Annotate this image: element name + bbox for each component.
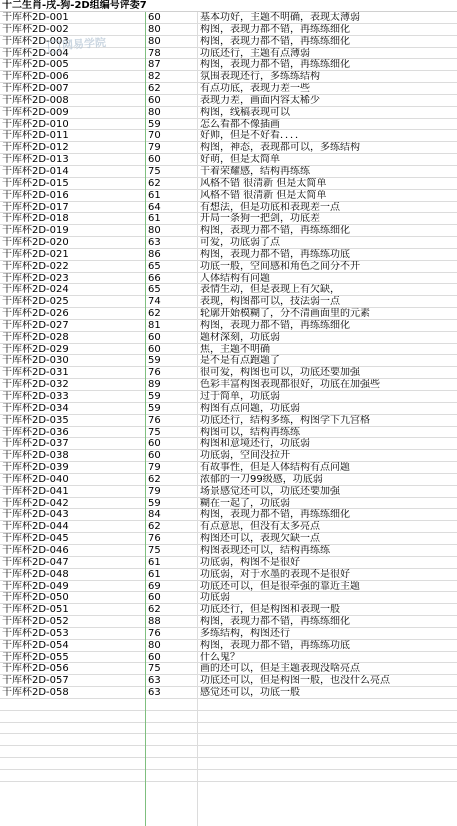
comment-cell[interactable]: 构图，表现力都不错，再练练细化 xyxy=(200,35,350,47)
table-row[interactable] xyxy=(0,415,457,427)
score-cell[interactable]: 65 xyxy=(148,284,161,296)
comment-cell[interactable]: 构图，表现力都不错，再练练细化 xyxy=(200,59,350,71)
score-cell[interactable]: 60 xyxy=(148,331,161,343)
score-cell[interactable]: 88 xyxy=(148,616,161,627)
entry-id-cell[interactable]: 干库杯2D-002 xyxy=(2,23,69,35)
table-row[interactable] xyxy=(0,95,457,107)
entry-id-cell[interactable]: 干库杯2D-053 xyxy=(2,627,69,639)
score-cell[interactable]: 63 xyxy=(148,687,161,698)
comment-cell[interactable]: 表现力差，画面内容太稀少 xyxy=(200,94,320,106)
table-row[interactable] xyxy=(0,687,457,699)
entry-id-cell[interactable] xyxy=(2,758,142,769)
entry-id-cell[interactable]: 干库杯2D-051 xyxy=(2,604,69,616)
comment-cell[interactable]: 人体结构有问题 xyxy=(200,272,270,284)
table-row[interactable] xyxy=(0,462,457,474)
score-cell[interactable]: 59 xyxy=(148,118,161,130)
entry-id-cell[interactable]: 干库杯2D-034 xyxy=(2,402,69,414)
table-row[interactable] xyxy=(0,119,457,131)
comment-cell[interactable] xyxy=(200,699,457,710)
score-cell[interactable] xyxy=(148,734,196,745)
comment-cell[interactable]: 构图，表现力都不错，再练练功底 xyxy=(200,639,350,651)
table-row[interactable] xyxy=(0,581,457,593)
entry-id-cell[interactable] xyxy=(2,699,142,710)
comment-cell[interactable]: 感觉还可以，功底一般 xyxy=(200,687,300,698)
comment-cell[interactable]: 表现，构图都可以，技法弱一点 xyxy=(200,296,340,308)
comment-cell[interactable]: 风格不错 很清新 但是太简单 xyxy=(200,189,327,201)
table-row[interactable] xyxy=(0,699,457,711)
table-row[interactable] xyxy=(0,533,457,545)
score-cell[interactable]: 59 xyxy=(148,497,161,509)
entry-id-cell[interactable]: 干库杯2D-001 xyxy=(2,12,69,23)
watermark-text: 网易学院 xyxy=(61,35,107,53)
sheet-title: 十二生肖-戌-狗-2D组编号评委7 xyxy=(0,0,457,12)
entry-id-cell[interactable]: 干库杯2D-022 xyxy=(2,260,69,272)
comment-cell[interactable]: 构图有点问题，功底弱 xyxy=(200,402,300,414)
score-cell[interactable] xyxy=(148,711,196,722)
comment-cell[interactable]: 构图和意境还行，功底弱 xyxy=(200,438,310,450)
table-row[interactable] xyxy=(0,142,457,154)
entry-id-cell[interactable]: 干库杯2D-057 xyxy=(2,675,69,687)
entry-id-cell[interactable] xyxy=(2,770,142,781)
table-row[interactable] xyxy=(0,521,457,533)
comment-cell[interactable]: 有想法，但是功底和表现差一点 xyxy=(200,201,340,213)
comment-cell[interactable]: 色彩丰富构图表现都很好，功底在加强些 xyxy=(200,379,380,390)
entry-id-cell[interactable]: 干库杯2D-045 xyxy=(2,533,69,544)
table-row[interactable] xyxy=(0,320,457,332)
table-row[interactable] xyxy=(0,83,457,95)
comment-cell[interactable]: 怎么看都不像插画 xyxy=(200,118,280,130)
entry-id-cell[interactable]: 干库杯2D-026 xyxy=(2,308,69,319)
entry-id-cell[interactable]: 干库杯2D-010 xyxy=(2,118,69,130)
comment-cell[interactable] xyxy=(200,723,457,734)
table-row[interactable] xyxy=(0,569,457,581)
score-cell[interactable]: 61 xyxy=(148,189,161,201)
comment-cell[interactable]: 场景感觉还可以，功底还要加强 xyxy=(200,485,340,497)
comment-cell[interactable]: 功底弱，构图不是很好 xyxy=(200,556,300,568)
table-row[interactable] xyxy=(0,154,457,166)
entry-id-cell[interactable]: 干库杯2D-004 xyxy=(2,47,69,59)
score-cell[interactable]: 89 xyxy=(148,379,161,390)
comment-cell[interactable]: 构图还可以，表现欠缺一点 xyxy=(200,533,320,544)
score-cell[interactable]: 75 xyxy=(148,544,161,556)
comment-cell[interactable]: 轮廓开始模糊了，分不清画面里的元素 xyxy=(200,308,370,319)
score-cell[interactable]: 80 xyxy=(148,23,161,35)
score-cell[interactable]: 59 xyxy=(148,402,161,414)
entry-id-cell[interactable]: 干库杯2D-030 xyxy=(2,355,69,367)
score-cell[interactable]: 82 xyxy=(148,71,161,83)
comment-cell[interactable]: 构图，表现力都不错，再练练功底 xyxy=(200,248,350,260)
entry-id-cell[interactable]: 干库杯2D-003 xyxy=(2,35,69,47)
comment-cell[interactable]: 基本功好，主题不明确，表现太薄弱 xyxy=(200,12,360,23)
table-row[interactable] xyxy=(0,225,457,237)
score-cell[interactable]: 66 xyxy=(148,272,161,284)
score-cell[interactable]: 79 xyxy=(148,142,161,154)
table-row[interactable] xyxy=(0,592,457,604)
table-row[interactable] xyxy=(0,770,457,782)
table-row[interactable] xyxy=(0,557,457,569)
table-row[interactable] xyxy=(0,509,457,521)
score-cell[interactable]: 76 xyxy=(148,367,161,379)
table-row[interactable] xyxy=(0,296,457,308)
table-row[interactable] xyxy=(0,71,457,83)
comment-cell[interactable]: 功底还可以，但是很牵强的靠近主题 xyxy=(200,580,360,592)
comment-cell[interactable]: 可爱，功底弱了点 xyxy=(200,237,280,248)
score-cell[interactable]: 61 xyxy=(148,556,161,568)
table-row[interactable] xyxy=(0,723,457,735)
comment-cell[interactable]: 有点功底，表现力差一些 xyxy=(200,83,310,94)
entry-id-cell[interactable]: 干库杯2D-024 xyxy=(2,284,69,296)
table-row[interactable] xyxy=(0,202,457,214)
score-cell[interactable]: 62 xyxy=(148,83,161,94)
table-row[interactable] xyxy=(0,734,457,746)
column-divider xyxy=(145,12,146,826)
entry-id-cell[interactable]: 干库杯2D-025 xyxy=(2,296,69,308)
entry-id-cell[interactable]: 干库杯2D-011 xyxy=(2,130,69,142)
entry-id-cell[interactable]: 干库杯2D-038 xyxy=(2,450,69,462)
entry-id-cell[interactable]: 干库杯2D-029 xyxy=(2,343,69,355)
table-row[interactable] xyxy=(0,237,457,249)
entry-id-cell[interactable]: 干库杯2D-043 xyxy=(2,509,69,521)
score-cell[interactable]: 64 xyxy=(148,201,161,213)
comment-cell[interactable]: 功底弱，空间没拉开 xyxy=(200,450,290,462)
entry-id-cell[interactable]: 干库杯2D-020 xyxy=(2,237,69,248)
score-cell[interactable]: 78 xyxy=(148,47,161,59)
entry-id-cell[interactable]: 干库杯2D-023 xyxy=(2,272,69,284)
comment-cell[interactable]: 功底还行，主题有点薄弱 xyxy=(200,47,310,59)
comment-cell[interactable]: 功底弱 xyxy=(200,592,230,604)
table-row[interactable] xyxy=(0,24,457,36)
entry-id-cell[interactable]: 干库杯2D-046 xyxy=(2,544,69,556)
entry-id-cell[interactable]: 干库杯2D-017 xyxy=(2,201,69,213)
score-cell[interactable]: 62 xyxy=(148,473,161,485)
comment-cell[interactable]: 构图，线稿表现可以 xyxy=(200,106,290,118)
comment-cell[interactable]: 焦，主题不明确 xyxy=(200,343,270,355)
score-cell[interactable]: 79 xyxy=(148,462,161,473)
score-cell[interactable]: 60 xyxy=(148,651,161,663)
score-cell[interactable]: 86 xyxy=(148,248,161,260)
score-cell[interactable]: 61 xyxy=(148,213,161,225)
table-row[interactable] xyxy=(0,12,457,24)
table-row[interactable] xyxy=(0,604,457,616)
entry-id-cell[interactable]: 干库杯2D-016 xyxy=(2,189,69,201)
table-row[interactable] xyxy=(0,308,457,320)
score-cell[interactable]: 60 xyxy=(148,450,161,462)
comment-cell[interactable]: 多练结构，构图还行 xyxy=(200,627,290,639)
entry-id-cell[interactable]: 干库杯2D-035 xyxy=(2,414,69,426)
entry-id-cell[interactable]: 干库杯2D-018 xyxy=(2,213,69,225)
table-row[interactable] xyxy=(0,213,457,225)
entry-id-cell[interactable]: 干库杯2D-052 xyxy=(2,616,69,627)
comment-cell[interactable]: 功底还行，结构多练，构图学下九宫格 xyxy=(200,414,370,426)
table-row[interactable] xyxy=(0,107,457,119)
table-row[interactable] xyxy=(0,391,457,403)
comment-cell[interactable]: 有点意思，但没有太多亮点 xyxy=(200,521,320,533)
table-row[interactable] xyxy=(0,498,457,510)
score-cell[interactable]: 62 xyxy=(148,177,161,189)
score-cell[interactable]: 80 xyxy=(148,35,161,47)
score-cell[interactable]: 76 xyxy=(148,414,161,426)
entry-id-cell[interactable] xyxy=(2,711,142,722)
entry-id-cell[interactable]: 干库杯2D-048 xyxy=(2,568,69,580)
table-row[interactable] xyxy=(0,450,457,462)
score-cell[interactable]: 76 xyxy=(148,533,161,544)
entry-id-cell[interactable]: 干库杯2D-042 xyxy=(2,497,69,509)
comment-cell[interactable]: 过于简单，功底弱 xyxy=(200,391,280,402)
table-row[interactable] xyxy=(0,474,457,486)
comment-cell[interactable] xyxy=(200,770,457,781)
score-cell[interactable]: 76 xyxy=(148,627,161,639)
score-cell[interactable]: 63 xyxy=(148,237,161,248)
entry-id-cell[interactable]: 干库杯2D-012 xyxy=(2,142,69,154)
entry-id-cell[interactable]: 干库杯2D-050 xyxy=(2,592,69,604)
entry-id-cell[interactable]: 干库杯2D-021 xyxy=(2,248,69,260)
table-row[interactable] xyxy=(0,640,457,652)
comment-cell[interactable]: 构图，表现力都不错，再练练细化 xyxy=(200,509,350,521)
comment-cell[interactable]: 功底弱，对于水墨的表现不是很好 xyxy=(200,568,350,580)
score-cell[interactable]: 75 xyxy=(148,663,161,675)
score-cell[interactable] xyxy=(148,723,196,734)
comment-cell[interactable]: 干着荣耀感，结构再练练 xyxy=(200,165,310,177)
table-row[interactable] xyxy=(0,545,457,557)
comment-cell[interactable]: 构图，神态，表现都可以，多练结构 xyxy=(200,142,360,154)
entry-id-cell[interactable]: 干库杯2D-009 xyxy=(2,106,69,118)
table-row[interactable] xyxy=(0,332,457,344)
table-row[interactable] xyxy=(0,379,457,391)
entry-id-cell[interactable]: 干库杯2D-054 xyxy=(2,639,69,651)
entry-id-cell[interactable]: 干库杯2D-037 xyxy=(2,438,69,450)
score-cell[interactable]: 60 xyxy=(148,438,161,450)
score-cell[interactable] xyxy=(148,770,196,781)
entry-id-cell[interactable]: 干库杯2D-015 xyxy=(2,177,69,189)
comment-cell[interactable]: 构图，表现力都不错，再练练细化 xyxy=(200,225,350,237)
score-cell[interactable]: 75 xyxy=(148,426,161,438)
entry-id-cell[interactable]: 干库杯2D-031 xyxy=(2,367,69,379)
table-row[interactable] xyxy=(0,249,457,261)
column-divider xyxy=(197,12,198,826)
comment-cell[interactable]: 是不是有点跑题了 xyxy=(200,355,280,367)
score-cell[interactable]: 81 xyxy=(148,319,161,331)
table-row[interactable] xyxy=(0,284,457,296)
entry-id-cell[interactable]: 干库杯2D-039 xyxy=(2,462,69,473)
comment-cell[interactable]: 表情生动，但是表现上有欠缺， xyxy=(200,284,340,296)
table-row[interactable] xyxy=(0,652,457,664)
score-cell[interactable]: 62 xyxy=(148,308,161,319)
comment-cell[interactable]: 题材深刻，功底弱 xyxy=(200,331,280,343)
comment-cell[interactable]: 构图表现还可以，结构再练练 xyxy=(200,544,330,556)
comment-cell[interactable]: 功底还行，但是构图和表现一般 xyxy=(200,604,340,616)
entry-id-cell[interactable]: 干库杯2D-041 xyxy=(2,485,69,497)
comment-cell[interactable] xyxy=(200,746,457,757)
entry-id-cell[interactable]: 干库杯2D-036 xyxy=(2,426,69,438)
watermark-icon xyxy=(48,40,61,53)
score-cell[interactable]: 80 xyxy=(148,106,161,118)
comment-cell[interactable]: 功底还可以，但是构图一般，也没什么亮点 xyxy=(200,675,390,687)
score-cell[interactable]: 61 xyxy=(148,568,161,580)
comment-cell[interactable]: 很可爱，构图也可以，功底还要加强 xyxy=(200,367,360,379)
comment-cell[interactable]: 构图，表现力都不错，再练练细化 xyxy=(200,616,350,627)
table-row[interactable] xyxy=(0,261,457,273)
table-row[interactable] xyxy=(0,403,457,415)
score-cell[interactable] xyxy=(148,746,196,757)
entry-id-cell[interactable]: 干库杯2D-007 xyxy=(2,83,69,94)
table-row[interactable] xyxy=(0,663,457,675)
entry-id-cell[interactable]: 干库杯2D-014 xyxy=(2,165,69,177)
entry-id-cell[interactable]: 干库杯2D-058 xyxy=(2,687,69,698)
score-cell[interactable]: 70 xyxy=(148,130,161,142)
comment-cell[interactable] xyxy=(200,711,457,722)
score-cell[interactable]: 62 xyxy=(148,521,161,533)
table-row[interactable] xyxy=(0,486,457,498)
comment-cell[interactable] xyxy=(200,758,457,769)
comment-cell[interactable] xyxy=(200,734,457,745)
score-cell[interactable]: 63 xyxy=(148,675,161,687)
entry-id-cell[interactable] xyxy=(2,746,142,757)
comment-cell[interactable]: 浓郁的一刀99级感，功底弱 xyxy=(200,473,323,485)
table-row[interactable] xyxy=(0,59,457,71)
entry-id-cell[interactable]: 干库杯2D-033 xyxy=(2,391,69,402)
score-cell[interactable]: 79 xyxy=(148,485,161,497)
entry-id-cell[interactable]: 干库杯2D-005 xyxy=(2,59,69,71)
table-row[interactable] xyxy=(0,355,457,367)
entry-id-cell[interactable]: 干库杯2D-013 xyxy=(2,154,69,165)
score-cell[interactable]: 60 xyxy=(148,12,161,23)
entry-id-cell[interactable]: 干库杯2D-006 xyxy=(2,71,69,83)
score-cell[interactable]: 74 xyxy=(148,296,161,308)
score-cell[interactable]: 59 xyxy=(148,391,161,402)
entry-id-cell[interactable]: 干库杯2D-040 xyxy=(2,473,69,485)
entry-id-cell[interactable]: 干库杯2D-049 xyxy=(2,580,69,592)
entry-id-cell[interactable]: 干库杯2D-028 xyxy=(2,331,69,343)
table-row[interactable] xyxy=(0,711,457,723)
table-row[interactable] xyxy=(0,758,457,770)
score-cell[interactable]: 59 xyxy=(148,355,161,367)
comment-cell[interactable]: 开局一条狗一把剑，功底差 xyxy=(200,213,320,225)
comment-cell[interactable]: 风格不错 很清新 但是太简单 xyxy=(200,177,327,189)
comment-cell[interactable]: 画的还可以，但是主题表现没啥亮点 xyxy=(200,663,360,675)
score-cell[interactable] xyxy=(148,758,196,769)
comment-cell[interactable]: 构图，表现力都不错，再练练细化 xyxy=(200,319,350,331)
score-cell[interactable]: 80 xyxy=(148,639,161,651)
entry-id-cell[interactable]: 干库杯2D-056 xyxy=(2,663,69,675)
comment-cell[interactable]: 氛围表现还行，多练练结构 xyxy=(200,71,320,83)
table-row[interactable] xyxy=(0,438,457,450)
score-cell[interactable]: 60 xyxy=(148,592,161,604)
table-row[interactable] xyxy=(0,616,457,628)
entry-id-cell[interactable]: 干库杯2D-019 xyxy=(2,225,69,237)
table-row[interactable] xyxy=(0,628,457,640)
score-cell[interactable]: 65 xyxy=(148,260,161,272)
score-cell[interactable]: 87 xyxy=(148,59,161,71)
comment-cell[interactable]: 好萌，但是太简单 xyxy=(200,154,280,165)
entry-id-cell[interactable]: 干库杯2D-044 xyxy=(2,521,69,533)
table-row[interactable] xyxy=(0,427,457,439)
comment-cell[interactable]: 有故事性，但是人体结构有点问题 xyxy=(200,462,350,473)
score-cell[interactable] xyxy=(148,699,196,710)
table-row[interactable] xyxy=(0,190,457,202)
entry-id-cell[interactable]: 干库杯2D-027 xyxy=(2,319,69,331)
comment-cell[interactable]: 什么鬼？ xyxy=(200,651,240,663)
table-row[interactable] xyxy=(0,344,457,356)
entry-id-cell[interactable] xyxy=(2,734,142,745)
comment-cell[interactable]: 功底一般，空间感和角色之间分不开 xyxy=(200,260,360,272)
table-row[interactable] xyxy=(0,367,457,379)
comment-cell[interactable]: 构图可以，结构再练练 xyxy=(200,426,300,438)
table-row[interactable] xyxy=(0,178,457,190)
comment-cell[interactable]: 糊在一起了，功底弱 xyxy=(200,497,290,509)
score-cell[interactable]: 75 xyxy=(148,165,161,177)
table-row[interactable] xyxy=(0,130,457,142)
comment-cell[interactable]: 好帅，但是不好看．．．． xyxy=(200,130,305,142)
entry-id-cell[interactable] xyxy=(2,723,142,734)
score-cell[interactable]: 80 xyxy=(148,225,161,237)
comment-cell[interactable]: 构图，表现力都不错，再练练细化 xyxy=(200,23,350,35)
table-row[interactable] xyxy=(0,746,457,758)
table-body xyxy=(0,12,457,782)
score-cell[interactable]: 60 xyxy=(148,94,161,106)
score-cell[interactable]: 60 xyxy=(148,154,161,165)
table-row[interactable] xyxy=(0,273,457,285)
score-cell[interactable]: 62 xyxy=(148,604,161,616)
table-row[interactable] xyxy=(0,675,457,687)
score-cell[interactable]: 84 xyxy=(148,509,161,521)
table-row[interactable] xyxy=(0,166,457,178)
score-cell[interactable]: 69 xyxy=(148,580,161,592)
entry-id-cell[interactable]: 干库杯2D-032 xyxy=(2,379,69,390)
score-cell[interactable]: 60 xyxy=(148,343,161,355)
entry-id-cell[interactable]: 干库杯2D-055 xyxy=(2,651,69,663)
entry-id-cell[interactable]: 干库杯2D-047 xyxy=(2,556,69,568)
entry-id-cell[interactable]: 干库杯2D-008 xyxy=(2,94,69,106)
